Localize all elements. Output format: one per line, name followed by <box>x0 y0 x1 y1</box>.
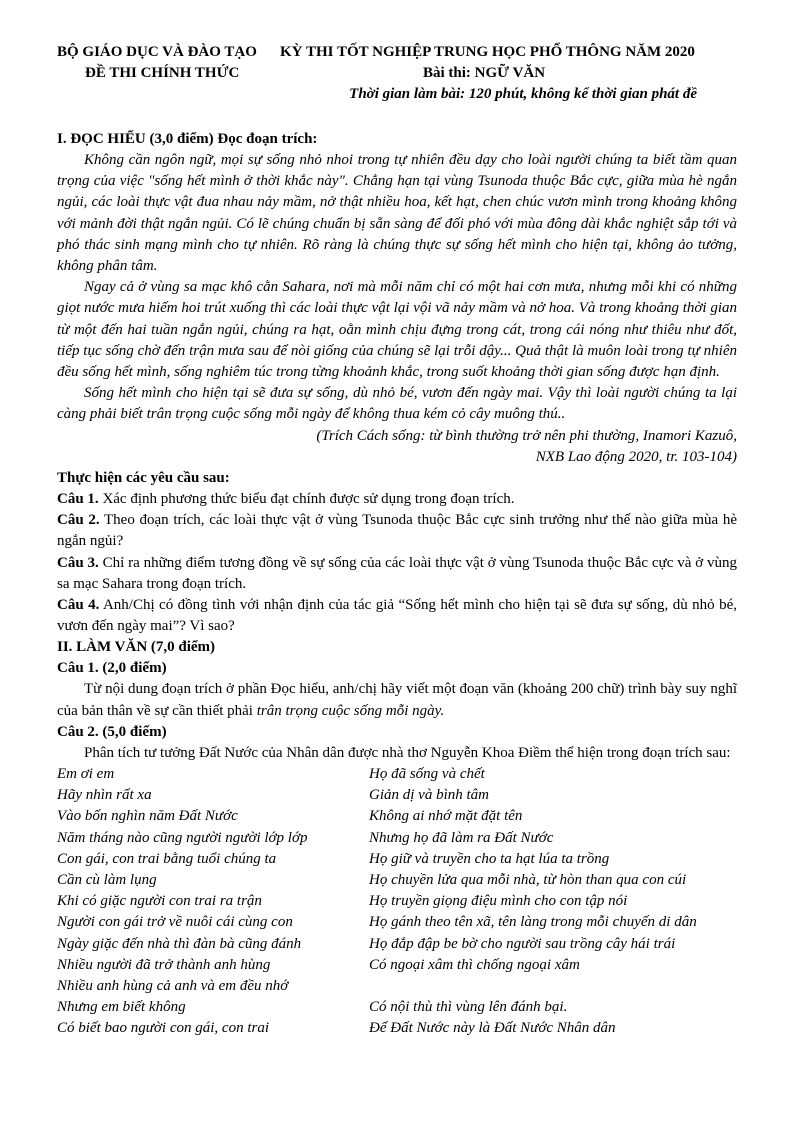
poem-excerpt <box>57 764 737 1039</box>
poem-line-right: Họ gánh theo tên xã, tên làng trong mỗi chuyến di dân <box>369 914 697 931</box>
official-label: ĐỀ THI CHÍNH THỨC <box>85 65 240 81</box>
essay-q2-heading: Câu 2. (5,0 điểm) <box>57 723 167 740</box>
poem-line-left: Nhiều người đã trở thành anh hùng <box>57 956 271 973</box>
essay-q1-emphasis: trân trọng cuộc sống mỗi ngày. <box>256 702 445 719</box>
poem-line-left: Em ơi em <box>57 766 115 783</box>
part1-heading: I. ĐỌC HIỂU (3,0 điểm) Đọc đoạn trích: <box>57 131 318 147</box>
header-row-2 <box>57 65 737 86</box>
poem-line-left: Hãy nhìn rất xa <box>57 787 152 804</box>
question-1 <box>57 489 737 510</box>
poem-line-right <box>369 976 737 997</box>
source-citation-line1: (Trích Cách sống: từ bình thường trở nên phi thường, Inamori Kazuô, <box>316 427 737 444</box>
essay-q2-prompt: Phân tích tư tưởng Đất Nước của Nhân dân được nhà thơ Nguyễn Khoa Điềm thể hiện trong đoạn trích sau: <box>84 744 731 761</box>
poem-line-right: Không ai nhớ mặt đặt tên <box>369 808 523 825</box>
exam-title: KỲ THI TỐT NGHIỆP TRUNG HỌC PHỔ THÔNG NĂM 2020 <box>280 44 695 60</box>
part2-heading: II. LÀM VĂN (7,0 điểm) <box>57 639 216 656</box>
question-4 <box>57 595 737 637</box>
poem-line-left: Ngày giặc đến nhà thì đàn bà cũng đánh <box>57 935 302 952</box>
poem-line-right: Họ chuyền lửa qua mỗi nhà, từ hòn than qua con cúi <box>369 872 687 889</box>
poem-line-left: Vào bốn nghìn năm Đất Nước <box>57 808 238 825</box>
poem-line-right: Giản dị và bình tâm <box>369 787 489 804</box>
poem-line-right: Họ đã sống và chết <box>369 766 485 783</box>
passage-paragraph: Không cần ngôn ngữ, mọi sự sống nhỏ nhoi trong tự nhiên đều dạy cho loài người chúng ta biết tầm quan trọng của việc "sống hết mình ở thời khắc này". Chẳng hạn tại vùng Tsunoda thuộc Bắc cực, giữa mùa hè ngắn ngủi, các loài thực vật đua nhau nảy mầm, nở thật nhiều hoa, kết hạt, chen chúc vươn mình trong khoảng không với mảnh đời thật ngắn ngủi. Có lẽ chúng chuẩn bị sẵn sàng để đối phó với mùa đông dài khắc nghiệt sắp tới và phó thác sinh mạng mình cho tự nhiên. Rõ ràng là chúng thực sự sống hết mình cho hiện tại, không ảo tưởng, không phân tâm. <box>57 152 737 275</box>
question-text: Xác định phương thức biểu đạt chính được sử dụng trong đoạn trích. <box>98 491 515 508</box>
question-3 <box>57 553 737 595</box>
poem-line-right: Có nội thù thì vùng lên đánh bại. <box>369 999 568 1016</box>
essay-q1-prompt <box>57 679 737 721</box>
ministry-name: BỘ GIÁO DỤC VÀ ĐÀO TẠO <box>57 44 257 60</box>
poem-line-left: Năm tháng nào cũng người người lớp lớp <box>57 829 308 846</box>
time-limit: Thời gian làm bài: 120 phút, không kể thời gian phát đề <box>349 86 697 102</box>
poem-line-left: Người con gái trở về nuôi cái cùng con <box>57 914 293 931</box>
tasks-heading: Thực hiện các yêu cầu sau: <box>57 470 230 487</box>
poem-line-left: Con gái, con trai bằng tuổi chúng ta <box>57 850 277 867</box>
question-label: Câu 2. <box>57 512 100 529</box>
essay-q1-heading: Câu 1. (2,0 điểm) <box>57 660 167 677</box>
subject-label: Bài thi: NGỮ VĂN <box>423 65 546 81</box>
poem-line-right: Để Đất Nước này là Đất Nước Nhân dân <box>369 1020 616 1037</box>
exam-page <box>57 44 737 1040</box>
question-label: Câu 1. <box>57 491 99 508</box>
passage-paragraph: Ngay cả ở vùng sa mạc khô cằn Sahara, nơi mà mỗi năm chỉ có một hai cơn mưa, nhưng mỗi khi có những giọt nước mưa hiếm hoi trút xuống thì các loài thực vật lại vội vã nảy mầm và nở hoa. Và trong khoảng thời gian từ một đến hai tuần ngắn ngủi, chúng ra hạt, oằn mình chịu đựng trong cát, trong cái nóng như thiêu như đốt, tiếp tục sống chờ đến trận mưa sau để nòi giống của chúng sẽ lại trỗi dậy... Quả thật là muôn loài trong tự nhiên đều sống hết mình, sống nghiêm túc trong từng khoảnh khắc, trong suốt khoảng thời gian sống được hạn định. <box>57 279 737 381</box>
poem-line-right: Họ giữ và truyền cho ta hạt lúa ta trồng <box>369 850 610 867</box>
essay-q1-text: Từ nội dung đoạn trích ở phần Đọc hiểu, anh/chị hãy viết một đoạn văn (khoảng 200 chữ) trình bày suy nghĩ của bản thân về sự cần thiết phải <box>57 681 737 719</box>
poem-line-left: Nhiều anh hùng cả anh và em đều nhớ <box>57 977 289 994</box>
question-label: Câu 4. <box>57 597 100 614</box>
poem-line-right: Họ đắp đập be bờ cho người sau trồng cây hái trái <box>369 935 676 952</box>
header-row-1 <box>57 44 737 65</box>
poem-line-left: Nhưng em biết không <box>57 999 186 1016</box>
source-citation-line2: NXB Lao động 2020, tr. 103-104) <box>535 448 737 465</box>
poem-line-right: Họ truyền giọng điệu mình cho con tập nói <box>369 893 628 910</box>
question-text: Anh/Chị có đồng tình với nhận định của tác giả “Sống hết mình cho hiện tại sẽ đưa sự sống, dù nhỏ bé, vươn đến ngày mai”? Vì sao? <box>57 597 737 635</box>
poem-line-left: Cần cù làm lụng <box>57 872 157 889</box>
question-label: Câu 3. <box>57 554 99 571</box>
question-2 <box>57 510 737 552</box>
question-text: Theo đoạn trích, các loài thực vật ở vùng Tsunoda thuộc Bắc cực sinh trưởng như thế nào giữa mùa hè ngắn ngủi? <box>57 512 737 550</box>
poem-line-left: Khi có giặc người con trai ra trận <box>57 893 262 910</box>
poem-line-left: Có biết bao người con gái, con trai <box>57 1020 270 1037</box>
poem-line-right: Có ngoại xâm thì chống ngoại xâm <box>369 956 580 973</box>
question-text: Chỉ ra những điểm tương đồng về sự sống của các loài thực vật ở vùng Tsunoda thuộc Bắc cực và ở vùng sa mạc Sahara trong đoạn trích. <box>57 554 737 592</box>
passage-paragraph: Sống hết mình cho hiện tại sẽ đưa sự sống, dù nhỏ bé, vươn đến ngày mai. Vậy thì loài người chúng ta lại càng phải biết trân trọng cuộc sống mỗi ngày để không thua kém cỏ cây muông thú.. <box>57 385 737 423</box>
poem-line-right: Nhưng họ đã làm ra Đất Nước <box>369 829 554 846</box>
